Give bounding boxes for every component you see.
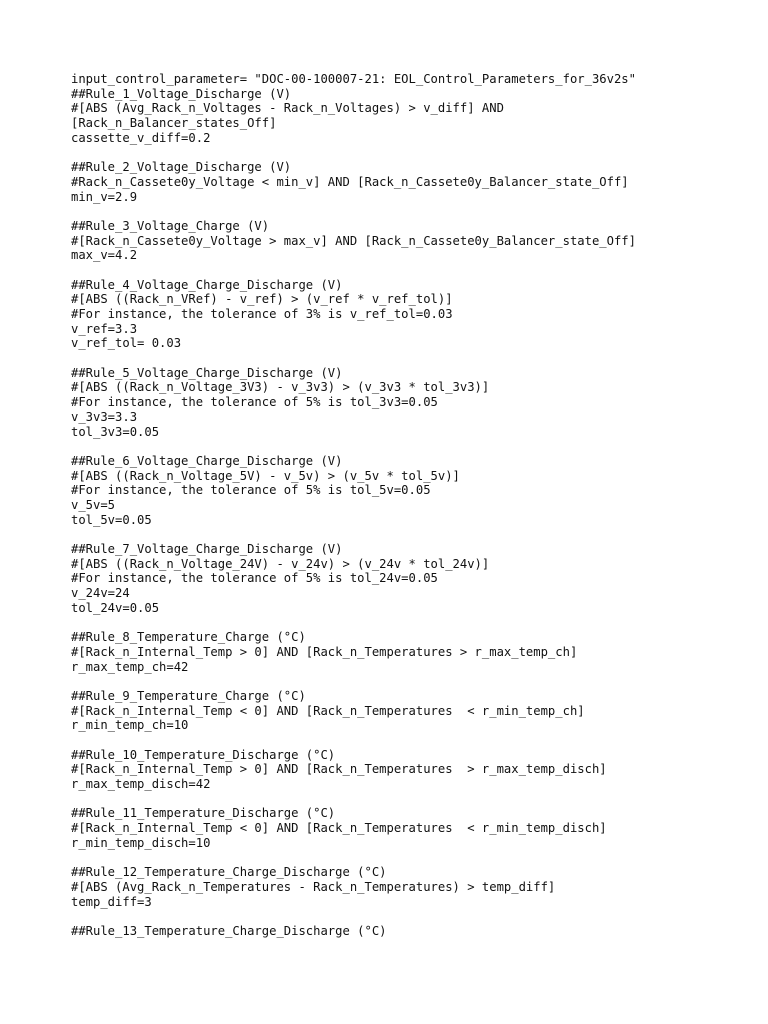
- rule-condition: #[Rack_n_Internal_Temp < 0] AND [Rack_n_Temperatures < r_min_temp_disch]: [71, 821, 607, 836]
- rule-parameter: v_24v=24: [71, 586, 130, 601]
- rule-condition: #[ABS (Avg_Rack_n_Voltages - Rack_n_Voltages) > v_diff] AND: [71, 101, 504, 116]
- input-control-parameter-line: input_control_parameter= "DOC-00-100007-21: EOL_Control_Parameters_for_36v2s": [71, 72, 636, 86]
- rule-parameter: tol_3v3=0.05: [71, 424, 160, 439]
- rule-comment: #For instance, the tolerance of 5% is tol_3v3=0.05: [71, 395, 438, 410]
- rule-block: [71, 865, 751, 909]
- rule-comment: #For instance, the tolerance of 5% is tol_5v=0.05: [71, 483, 431, 498]
- rule-condition: #[Rack_n_Internal_Temp < 0] AND [Rack_n_Temperatures < r_min_temp_ch]: [71, 703, 585, 718]
- rule-heading: ##Rule_5_Voltage_Charge_Discharge (V): [71, 365, 343, 380]
- rule-heading: ##Rule_1_Voltage_Discharge (V): [71, 86, 292, 101]
- rule-block: [71, 806, 751, 850]
- rule-heading: ##Rule_12_Temperature_Charge_Discharge (°C): [71, 865, 387, 880]
- rule-block: [71, 219, 751, 263]
- rule-block: [71, 748, 751, 792]
- rule-parameter: max_v=4.2: [71, 248, 138, 263]
- rule-parameter: r_max_temp_ch=42: [71, 659, 189, 674]
- rule-condition: #[ABS ((Rack_n_Voltage_3V3) - v_3v3) > (v_3v3 * tol_3v3)]: [71, 380, 490, 395]
- rule-parameter: r_min_temp_disch=10: [71, 835, 211, 850]
- rule-condition: #Rack_n_Cassete0y_Voltage < min_v] AND [Rack_n_Cassete0y_Balancer_state_Off]: [71, 174, 629, 189]
- rule-parameter: v_3v3=3.3: [71, 409, 138, 424]
- rule-condition: #[ABS (Avg_Rack_n_Temperatures - Rack_n_Temperatures) > temp_diff]: [71, 879, 556, 894]
- rule-block: [71, 160, 751, 204]
- rule-condition: #[Rack_n_Internal_Temp > 0] AND [Rack_n_Temperatures > r_max_temp_disch]: [71, 762, 607, 777]
- rule-parameter: tol_5v=0.05: [71, 512, 152, 527]
- rule-block: [71, 630, 751, 674]
- rule-comment: #For instance, the tolerance of 3% is v_ref_tol=0.03: [71, 307, 453, 321]
- rule-parameter: cassette_v_diff=0.2: [71, 130, 211, 145]
- rule-condition: #[ABS ((Rack_n_Voltage_5V) - v_5v) > (v_5v * tol_5v)]: [71, 468, 460, 483]
- rule-heading: ##Rule_10_Temperature_Discharge (°C): [71, 747, 336, 762]
- rule-heading: ##Rule_7_Voltage_Charge_Discharge (V): [71, 542, 343, 556]
- rule-condition: #[Rack_n_Internal_Temp > 0] AND [Rack_n_Temperatures > r_max_temp_ch]: [71, 644, 578, 659]
- rule-parameter: min_v=2.9: [71, 189, 138, 204]
- rule-heading: ##Rule_9_Temperature_Charge (°C): [71, 688, 306, 703]
- rule-block: [71, 278, 751, 351]
- rule-block: [71, 924, 751, 939]
- rule-heading: ##Rule_6_Voltage_Charge_Discharge (V): [71, 453, 343, 468]
- rule-heading: ##Rule_4_Voltage_Charge_Discharge (V): [71, 277, 343, 292]
- rule-block: [71, 542, 751, 615]
- rule-condition: [Rack_n_Balancer_states_Off]: [71, 116, 277, 131]
- document-page: [71, 72, 751, 953]
- rule-condition: #[ABS ((Rack_n_Voltage_24V) - v_24v) > (v_24v * tol_24v)]: [71, 556, 490, 571]
- rule-condition: #[Rack_n_Cassete0y_Voltage > max_v] AND [Rack_n_Cassete0y_Balancer_state_Off]: [71, 233, 636, 248]
- config-header-block: [71, 72, 751, 145]
- rule-parameter: r_max_temp_disch=42: [71, 777, 211, 791]
- rule-parameter: temp_diff=3: [71, 894, 152, 909]
- rule-heading: ##Rule_3_Voltage_Charge (V): [71, 218, 270, 233]
- rule-block: [71, 366, 751, 439]
- rule-parameter: v_5v=5: [71, 497, 116, 512]
- rule-heading: ##Rule_2_Voltage_Discharge (V): [71, 160, 292, 175]
- rule-parameter: v_ref_tol= 0.03: [71, 336, 182, 351]
- rule-block: [71, 454, 751, 527]
- rule-condition: #[ABS ((Rack_n_VRef) - v_ref) > (v_ref * v_ref_tol)]: [71, 292, 453, 307]
- rule-heading: ##Rule_8_Temperature_Charge (°C): [71, 630, 306, 645]
- rule-heading: ##Rule_11_Temperature_Discharge (°C): [71, 806, 336, 821]
- rule-block: [71, 689, 751, 733]
- rule-parameter: r_min_temp_ch=10: [71, 718, 189, 733]
- rule-comment: #For instance, the tolerance of 5% is tol_24v=0.05: [71, 571, 438, 586]
- rule-parameter: tol_24v=0.05: [71, 600, 160, 615]
- rule-parameter: v_ref=3.3: [71, 321, 138, 336]
- rule-heading: ##Rule_13_Temperature_Charge_Discharge (°C): [71, 923, 387, 938]
